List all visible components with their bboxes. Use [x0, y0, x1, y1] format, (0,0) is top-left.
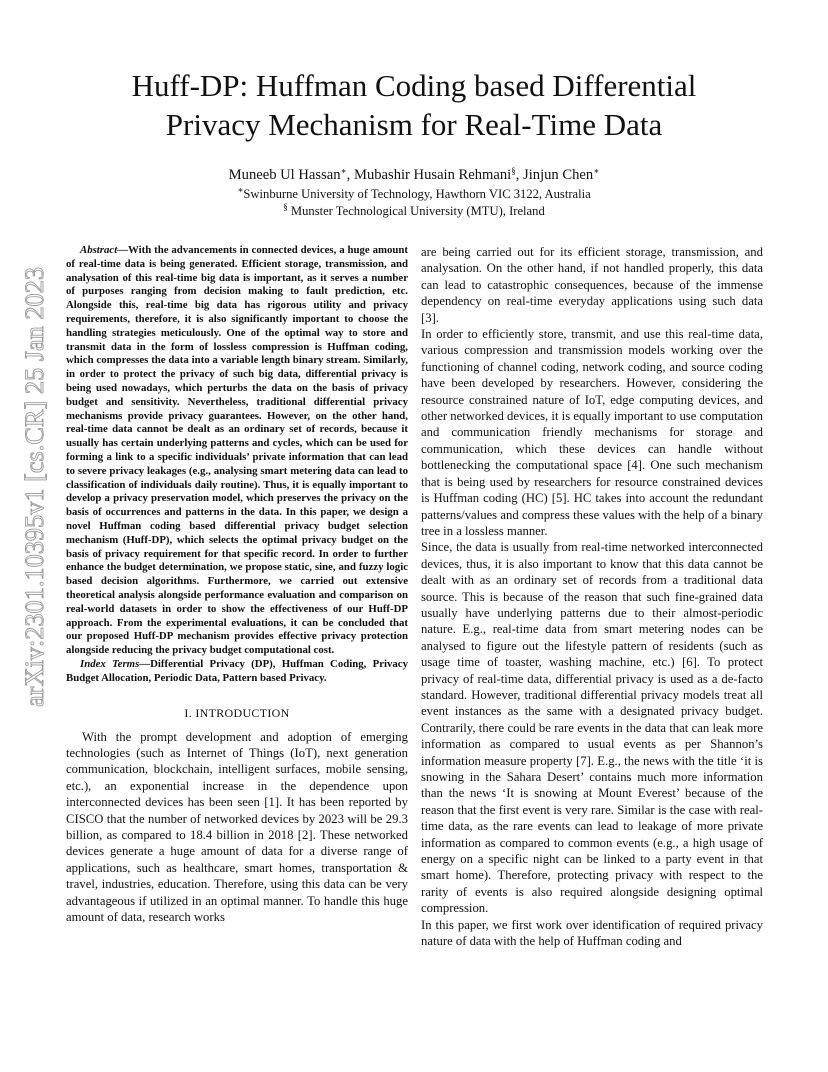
title-line-1: Huff-DP: Huffman Coding based Differential [131, 68, 697, 103]
intro-paragraph-1-continued: are being carried out for its efficient storage, transmission, and analysation. On the other hand, if not handled properly, this data can lead to catastrophic consequences, because of the immense dependency on real-time everyday applications using such data [3]. [421, 245, 763, 325]
intro-paragraph-4: In this paper, we first work over identification of required privacy nature of data with the help of Huffman coding and [421, 917, 763, 949]
affiliation-1-text: Swinburne University of Technology, Hawthorn VIC 3122, Australia [243, 187, 591, 201]
author-list: Muneeb Ul Hassan∗, Mubashir Husain Rehmani§, Jinjun Chen∗ [228, 166, 600, 183]
right-column [421, 244, 763, 949]
intro-paragraph-2: In order to efficiently store, transmit, and use this real-time data, various compression and transmission models working over the functioning of channel coding, network coding, and source coding have been developed by researchers. However, considering the resource constrained nature of IoT, edge computing devices, and other networked devices, it is equally important to use computation and communication friendly mechanisms for storage and communication, which these devices can handle without bottlenecking the computational space [4]. One such mechanism that is being used by researchers for resource constrained devices is Huffman coding (HC) [5]. HC takes into account the redundant patterns/values and compress these values with the help of a binary tree in a lossless manner. [421, 327, 763, 538]
abstract [66, 244, 408, 658]
paper-title [60, 66, 768, 144]
author-1: Muneeb Ul Hassan [228, 167, 341, 183]
left-column [66, 244, 408, 925]
title-line-2: Privacy Mechanism for Real-Time Data [165, 107, 663, 142]
author-3: Jinjun Chen [523, 167, 594, 183]
arxiv-identifier: arXiv:2301.10395v1 [cs.CR] 25 Jan 2023 [19, 263, 49, 707]
section-heading-introduction: I. INTRODUCTION [184, 705, 290, 720]
intro-paragraph-3: Since, the data is usually from real-time networked interconnected devices, thus, it is also important to know that this data cannot be dealt with as an ordinary set of records from a traditional data source. This is because of the reason that such fine-grained data usually have underlying patterns due to their almost-periodic nature. E.g., real-time data from smart metering nodes can be analysed to figure out the lifestyle pattern of residents (such as usage time of toaster, washing machine, etc.) [6]. To protect privacy of real-time data, differential privacy is used as a de-facto standard. However, traditional differential privacy models treat all event instances as the same with a designated privacy budget. Contrarily, there could be rare events in the data that can leak more information as compared to usual events as per Shannon’s information measure property [7]. E.g., the news with the title ‘it is snowing in the Sahara Desert’ contains much more information than the news ‘It is snowing at Mount Everest’ because of the reason that the first event is very rare. Similar is the case with real-time data, as the rare events can lead to leakage of more private information as compared to common events (e.g., a high usage of energy on a specific night can be linked to a party event in that smart home). Therefore, protecting privacy with respect to the rarity of events is also required alongside designing optimal compression. [421, 540, 763, 916]
author-1-mark: ∗ [340, 166, 347, 176]
index-terms-lead: Index Terms [80, 657, 140, 670]
affiliation-1-mark: ∗ [237, 185, 244, 195]
affiliation-2 [60, 199, 768, 220]
author-3-mark: ∗ [593, 166, 600, 176]
arxiv-side-stamp [12, 262, 50, 710]
intro-paragraph-1: With the prompt development and adoption of emerging technologies (such as Internet of Things (IoT), next generation communication, blockchain, intelligent surfaces, mobile sensing, etc.), an exponential increase in the dependence upon interconnected devices has been seen [1]. It has been reported by CISCO that the number of networked devices by 2023 will be 29.3 billion, as compared to 18.4 billion in 2018 [2]. These networked devices generate a huge amount of data for a diverse range of applications, such as healthcare, smart homes, transportation & travel, industries, education. Therefore, using this data can be very advantageous if utilized in an optimal manner. To handle this huge amount of data, research works [66, 729, 408, 924]
abstract-text: —With the advancements in connected devices, a huge amount of real-time data is being generated. Efficient storage, transmission, and analysation of this real-time big data is important, as it serves a number of purposes ranging from decision making to fault prediction, etc. Alongside this, real-time big data has rigorous utility and privacy requirements, therefore, it is also significantly important to choose the handling strategies meticulously. One of the optimal way to store and transmit data in the form of lossless compression is Huffman coding, which compresses the data into a variable length binary stream. Similarly, in order to protect the privacy of such big data, differential privacy is being used nowadays, which perturbs the data on the basis of privacy budget and sensitivity. Nevertheless, traditional differential privacy mechanisms provide privacy guarantees. However, on the other hand, real-time data cannot be dealt as an ordinary set of records, because it usually has certain underlying patterns and cycles, which can be used for forming a link to a specific individuals’ private information that can lead to severe privacy leakages (e.g., analysing smart metering data can lead to classification of individuals daily routine). Thus, it is equally important to develop a privacy preservation model, which preserves the privacy on the basis of occurrences and patterns in the data. In this paper, we design a novel Huffman coding based differential privacy budget selection mechanism (Huff-DP), which selects the optimal privacy budget on the basis of privacy requirement for that specific record. In order to further enhance the budget determination, we propose static, sine, and fuzzy logic based decision algorithms. Furthermore, we carried out extensive theoretical analysis alongside performance evaluation and comparison on real-world datasets in order to show the effectiveness of our Huff-DP approach. From the experimental evaluations, it can be concluded that our proposed Huff-DP mechanism provides effective privacy protection alongside reducing the privacy budget computational cost. [66, 244, 408, 657]
author-2-mark: § [511, 166, 516, 176]
index-terms-text: —Differential Privacy (DP), Huffman Coding, Privacy Budget Allocation, Periodic Data, Pattern based Privacy. [66, 657, 408, 684]
affiliation-2-mark: § [283, 202, 288, 212]
index-terms [66, 658, 408, 686]
author-2: Mubashir Husain Rehmani [353, 167, 512, 183]
affiliation-2-text: Munster Technological University (MTU), Ireland [287, 204, 545, 218]
abstract-lead: Abstract [80, 244, 118, 256]
